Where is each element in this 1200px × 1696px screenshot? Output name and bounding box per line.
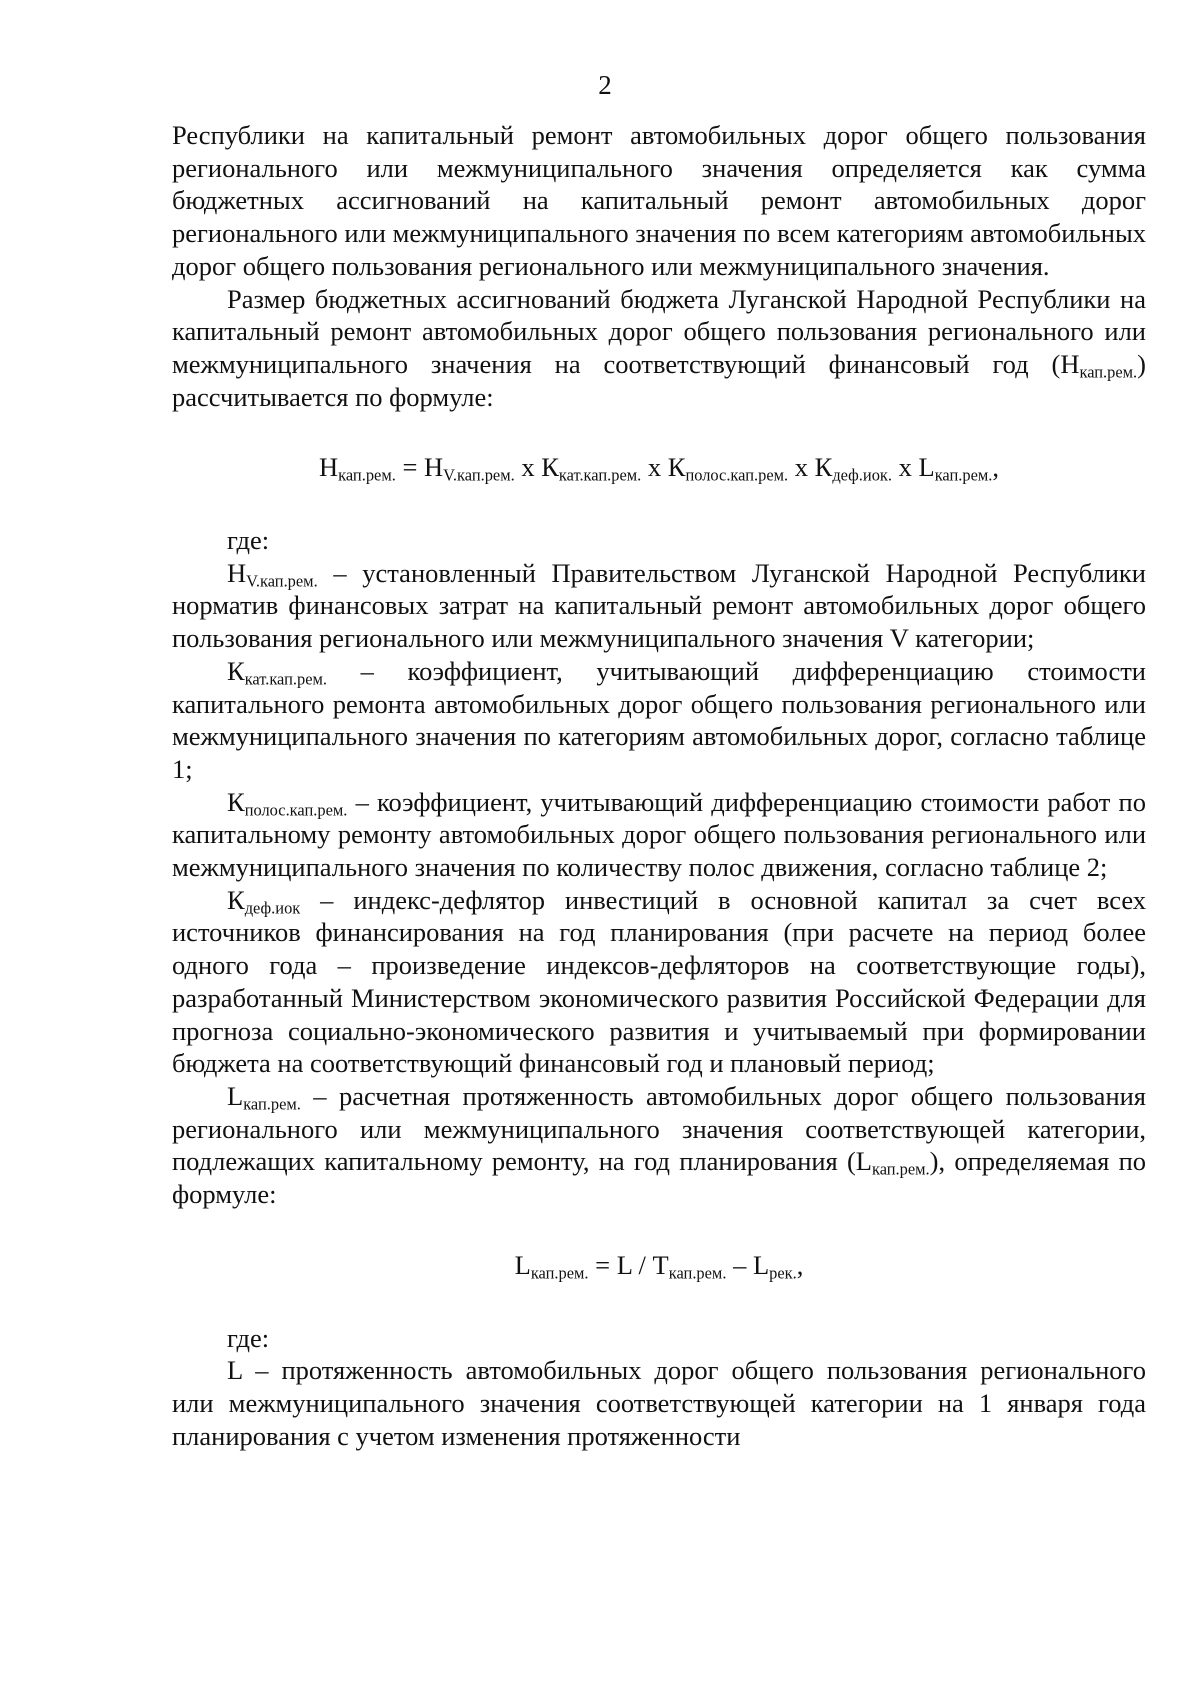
definition-normative: $Н_{V.кап.рем.}$ – установленный Правительством Луганской Народной Республики норматив финансовых затрат на капитальный ремонт автомобильных дорог общего пользования регионального или межмуниципального значения V категории; — [172, 557, 1146, 654]
definition-category-coefficient: $К_{кат.кап.рем.}$ – коэффициент, учитывающий дифференциацию стоимости капитального ремонта автомобильных дорог общего пользования регионального или межмуниципального значения по категориям автомобильных дорог, согласно таблице 1; — [172, 655, 1146, 784]
document-body — [172, 119, 1146, 1452]
where-label: где: — [227, 525, 270, 556]
definition-road-length: L – протяженность автомобильных дорог общего пользования регионального или межмуниципального значения соответствующей категории на 1 января года планирования с учетом изменения протяженности — [172, 1355, 1146, 1451]
formula-budget: $Н_{кап.рем.} = Н_{V.кап.рем.}$ х $К_{кат.кап.рем.}$ х $К_{полос.кап.рем.}$ х $К_{деф.иок.}$ х $L_{кап.рем.}$, — [318, 452, 1000, 485]
definition-lanes-coefficient: $К_{полос.кап.рем.}$ – коэффициент, учитывающий дифференциацию стоимости работ по капитальному ремонту автомобильных дорог общего пользования регионального или межмуниципального значения по количеству полос движения, согласно таблице 2; — [172, 786, 1146, 883]
paragraph-budget-size: Размер бюджетных ассигнований бюджета Луганской Народной Республики на капитальный ремонт автомобильных дорог общего пользования регионального или межмуниципального значения на соответствующий финансовый год $(Н_{кап.рем.})$ рассчитывается по формуле: — [172, 283, 1146, 412]
where-label-2: где: — [227, 1322, 270, 1353]
formula-length: $L_{кап.рем.} = L / Т_{кап.рем.} - L_{рек.}$, — [514, 1249, 804, 1283]
paragraph-continuation: Республики на капитальный ремонт автомобильных дорог общего пользования регионального или межмуниципального значения определяется как сумма бюджетных ассигнований на капитальный ремонт автомобильных дорог регионального или межмуниципального значения по всем категориям автомобильных дорог общего пользования регионального или межмуниципального значения. — [172, 120, 1146, 281]
definition-length: $L_{кап.рем.}$ – расчетная протяженность автомобильных дорог общего пользования регионального или межмуниципального значения соответствующей категории, подлежащих капитальному ремонту, на год планирования $(L_{кап.рем.})$, определяемая по формуле: — [172, 1080, 1147, 1210]
page-number: 2 — [598, 70, 612, 100]
definition-deflator: $К_{деф.иок}$ – индекс-дефлятор инвестиций в основной капитал за счет всех источников финансирования на год планирования (при расчете на период более одного года – произведение индексов-дефляторов на соответствующие годы), разработанный Министерством экономического развития Российской Федерации для прогноза социально-экономического развития и учитываемый при формировании бюджета на соответствующий финансовый год и плановый период; — [172, 884, 1146, 1079]
